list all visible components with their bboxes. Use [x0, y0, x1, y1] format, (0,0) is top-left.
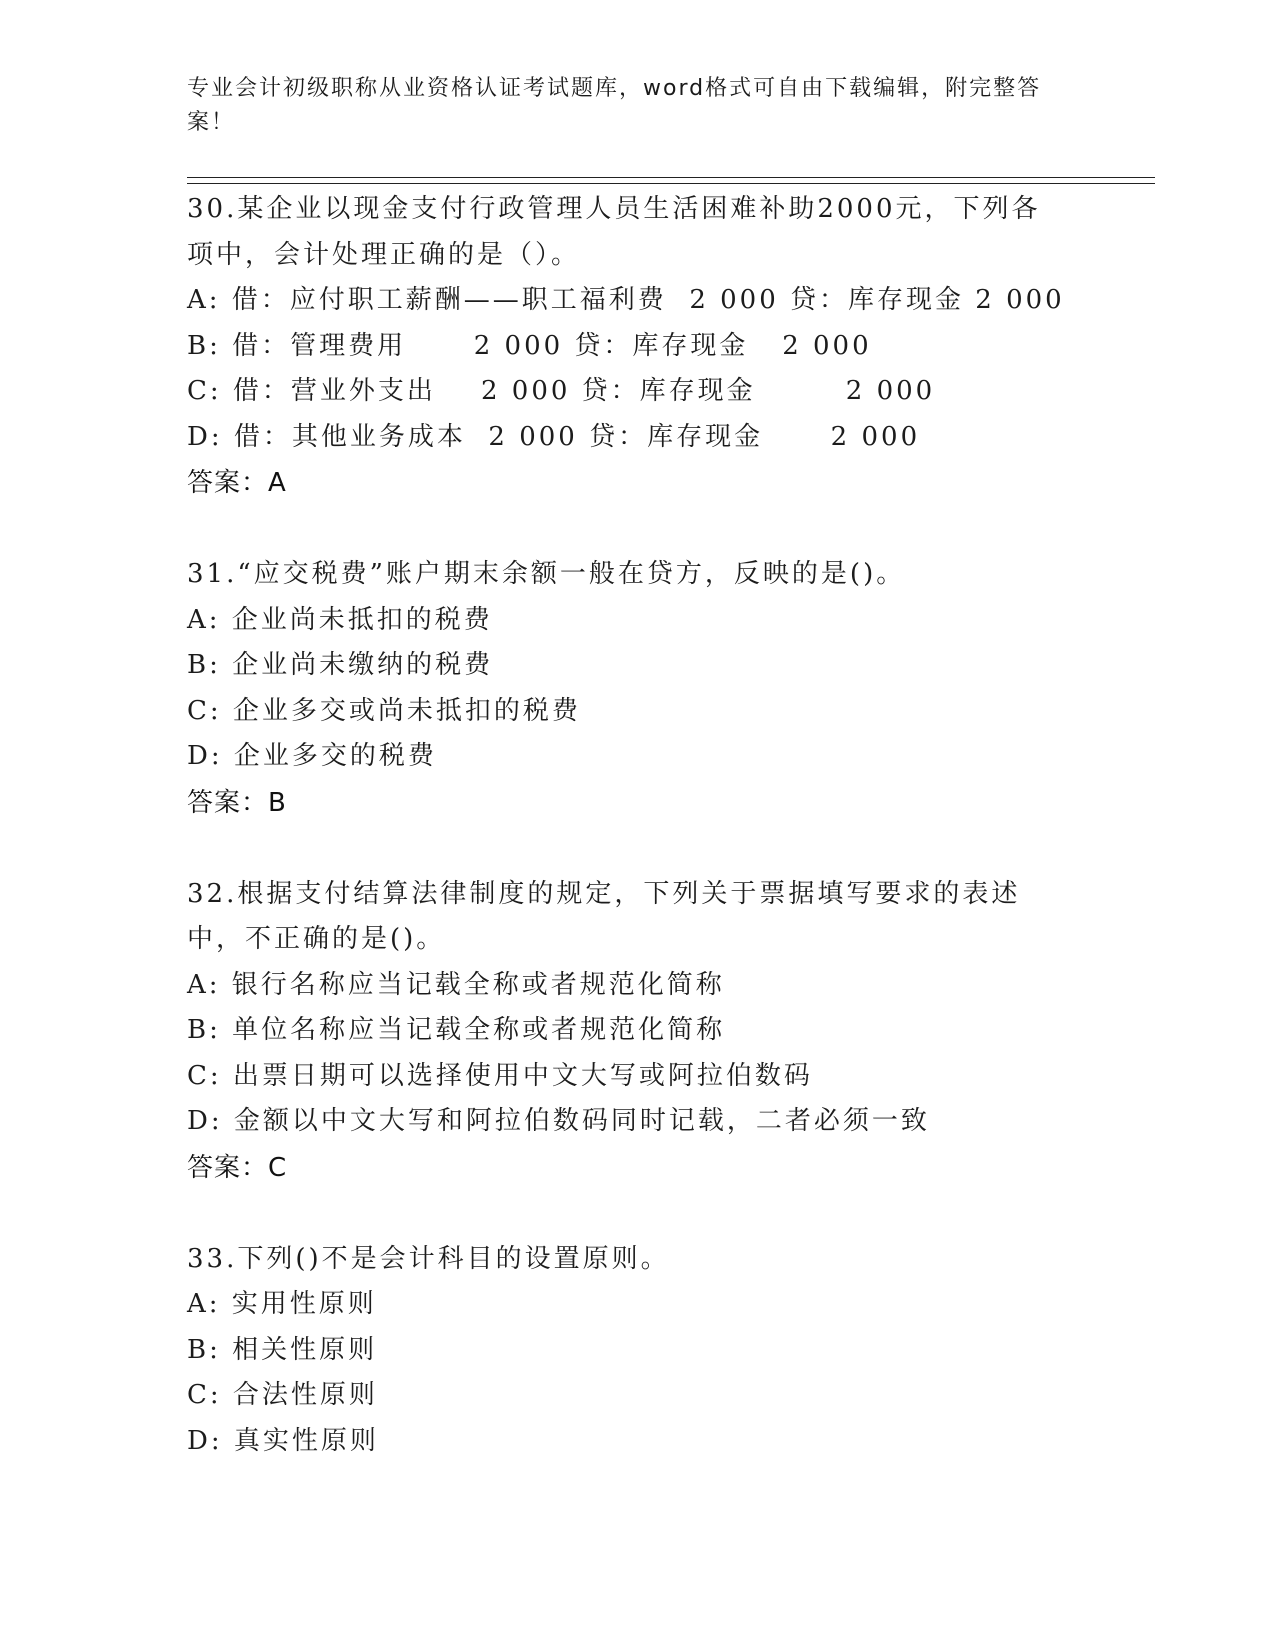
- option-a: A: 实用性原则: [187, 1289, 377, 1319]
- option-d: D: 金额以中文大写和阿拉伯数码同时记载，二者必须一致: [187, 1106, 930, 1136]
- question-32: [187, 872, 1087, 1191]
- document-header: 专业会计初级职称从业资格认证考试题库，word格式可自由下载编辑，附完整答案！: [187, 76, 1042, 135]
- option-c: C: 企业多交或尚未抵扣的税费: [187, 695, 581, 726]
- option-d: D: 企业多交的税费: [187, 741, 437, 771]
- option-c: C: 合法性原则: [187, 1380, 378, 1410]
- question-stem: 30.某企业以现金支付行政管理人员生活困难补助2000元，下列各项中，会计处理正确的是（）。: [187, 194, 1041, 270]
- option-b: B: 相关性原则: [187, 1334, 378, 1365]
- question-33: [187, 1237, 1087, 1465]
- header-divider-top: [187, 177, 1155, 178]
- option-a: A: 借：应付职工薪酬——职工福利费 2 000 贷：库存现金 2 000: [187, 285, 1065, 315]
- question-list: [187, 187, 1087, 1510]
- option-c: C: 出票日期可以选择使用中文大写或阿拉伯数码: [187, 1060, 813, 1091]
- option-a: A: 银行名称应当记载全称或者规范化简称: [187, 969, 725, 1000]
- question-30: [187, 187, 1087, 506]
- question-31: [187, 552, 1087, 826]
- option-c: C: 借：营业外支出 2 000 贷：库存现金 2 000: [187, 376, 936, 406]
- question-stem: 32.根据支付结算法律制度的规定，下列关于票据填写要求的表述中，不正确的是()。: [187, 878, 1021, 954]
- question-stem: 31.“应交税费”账户期末余额一般在贷方，反映的是()。: [187, 559, 906, 589]
- answer-line: 答案：B: [187, 787, 287, 818]
- question-stem: 33.下列()不是会计科目的设置原则。: [187, 1243, 670, 1274]
- header-divider-bottom: [187, 183, 1155, 184]
- answer-line: 答案：A: [187, 468, 287, 498]
- option-d: D: 真实性原则: [187, 1425, 379, 1456]
- option-a: A: 企业尚未抵扣的税费: [187, 604, 493, 635]
- option-b: B: 企业尚未缴纳的税费: [187, 650, 494, 680]
- option-b: B: 借：管理费用 2 000 贷：库存现金 2 000: [187, 330, 872, 361]
- option-b: B: 单位名称应当记载全称或者规范化简称: [187, 1015, 726, 1045]
- option-d: D: 借：其他业务成本 2 000 贷：库存现金 2 000: [187, 421, 921, 452]
- answer-line: 答案：C: [187, 1152, 288, 1183]
